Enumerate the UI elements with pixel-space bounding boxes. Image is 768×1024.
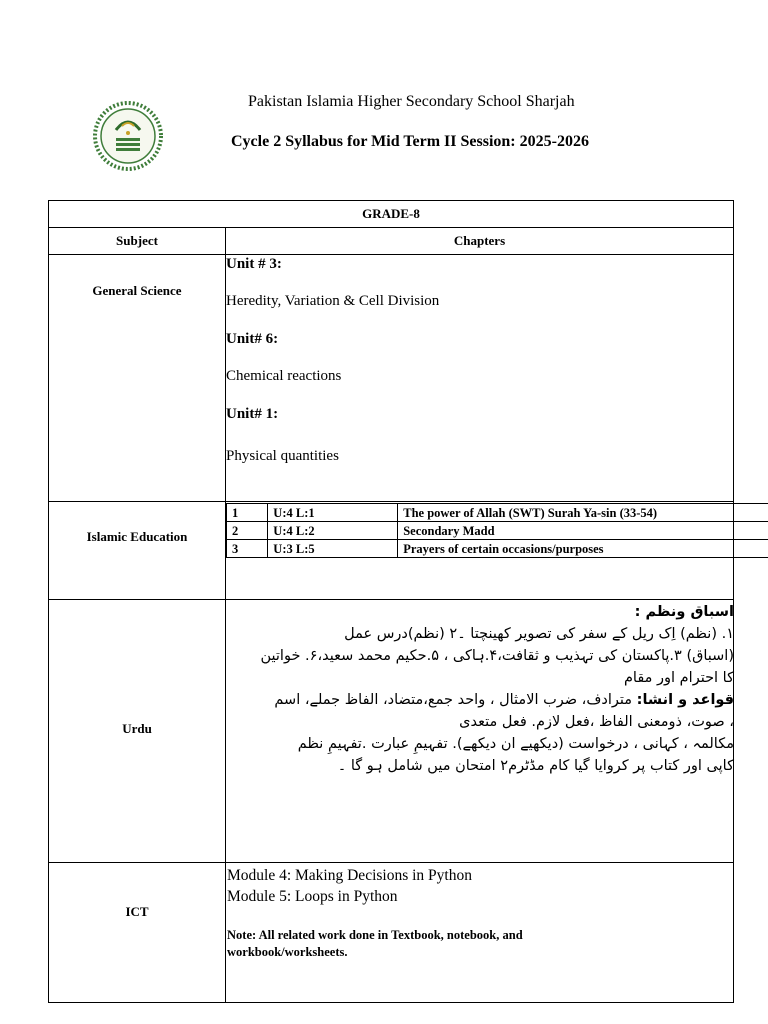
ict-note: Note: All related work done in Textbook, notebook, and workbook/worksheets. (227, 928, 523, 959)
urdu-line: مکالمہ ، کہانی ، درخواست (دیکھیے ان دیکھے). تفہیمِ عبارت .تفہیمِ نظم (297, 736, 734, 752)
lesson-title: Secondary Madd (398, 522, 768, 540)
urdu-grammar-text: مترادف، ضرب الامثال ، واحد جمع،متضاد، الفاظ جملے، اسم (274, 692, 637, 708)
column-header-subject: Subject (116, 233, 158, 248)
subject-ict: ICT (125, 904, 149, 919)
urdu-line: کا احترام اور مقام (623, 670, 734, 686)
table-row (227, 540, 768, 558)
subject-general-science: General Science (92, 283, 182, 298)
science-unit-label: Unit# 6: (226, 331, 279, 347)
urdu-line: ۱. (نظم) اِک ریل کے سفر کی تصویر کھینچتا ۔۲ (نظم)درس عمل (344, 626, 734, 642)
lesson-number: 2 (227, 522, 268, 540)
subject-urdu: Urdu (122, 721, 152, 736)
urdu-line: ، صوت، ذومعنی الفاظ ،فعل لازم. فعل متعدی (459, 714, 734, 730)
table-row (227, 504, 768, 522)
ict-modules (227, 865, 472, 907)
science-unit-topic: Physical quantities (226, 448, 339, 464)
table-rule-urdu (49, 862, 734, 863)
subject-islamic-education: Islamic Education (86, 529, 188, 544)
lesson-code: U:4 L:1 (268, 504, 398, 522)
lesson-number: 3 (227, 540, 268, 558)
science-unit-topic: Heredity, Variation & Cell Division (226, 293, 440, 309)
document-title: Cycle 2 Syllabus for Mid Term II Session: 2025-2026 (231, 133, 589, 150)
ict-module: Module 4: Making Decisions in Python (227, 867, 472, 884)
ict-module: Module 5: Loops in Python (227, 888, 398, 905)
urdu-line: (اسباق) ۳.پاکستان کی تہذیب و ثقافت،۴.ہاکی ، ۵.حکیم محمد سعید،۶. خواتین (260, 648, 734, 664)
urdu-grammar-label: قواعد و انشا: (636, 692, 734, 708)
school-logo-emblem (92, 100, 164, 172)
lesson-number: 1 (227, 504, 268, 522)
science-unit-label: Unit # 3: (226, 256, 282, 272)
science-unit-topic: Chemical reactions (226, 368, 342, 384)
table-border-bottom (49, 1002, 734, 1003)
table-rule-header (49, 254, 734, 255)
table-rule-islamic (49, 599, 734, 600)
grade-title: GRADE-8 (362, 206, 420, 221)
science-unit-label: Unit# 1: (226, 406, 279, 422)
school-name: Pakistan Islamia Higher Secondary School Sharjah (248, 93, 575, 110)
urdu-line: کاپی اور کتاب پر کروایا گیا کام مڈٹرم۲ امتحان میں شامل ہو گا ۔ (337, 758, 734, 774)
lesson-code: U:4 L:2 (268, 522, 398, 540)
lesson-code: U:3 L:5 (268, 540, 398, 558)
urdu-syllabus (228, 601, 734, 777)
lesson-title: The power of Allah (SWT) Surah Ya-sin (33-54) (398, 504, 768, 522)
table-row (227, 522, 768, 540)
lesson-title: Prayers of certain occasions/purposes (398, 540, 768, 558)
islamic-lessons-table (226, 503, 768, 558)
column-header-chapters: Chapters (453, 233, 506, 248)
urdu-heading: اسباق ونظم : (634, 604, 734, 620)
